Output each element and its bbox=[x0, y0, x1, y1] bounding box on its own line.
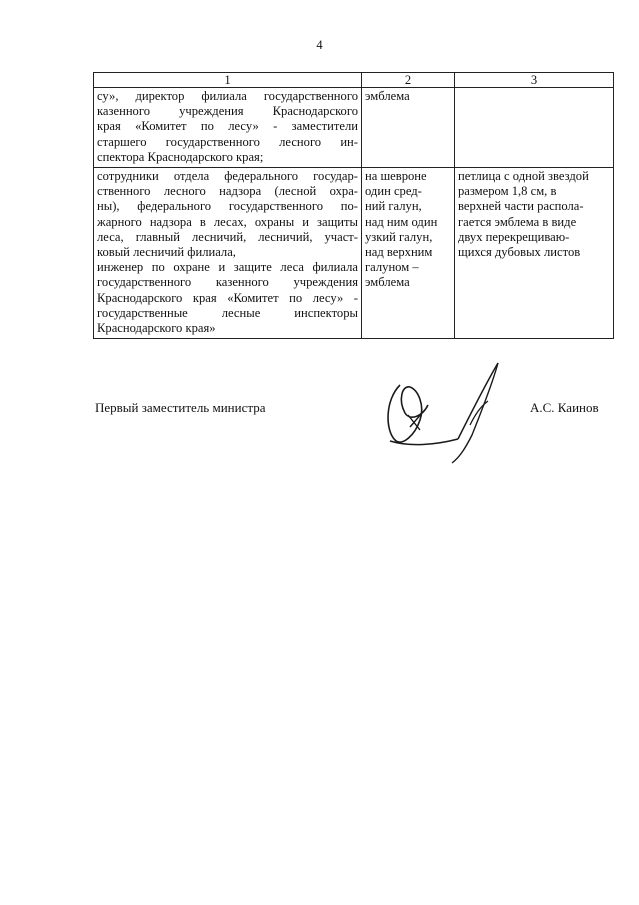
text-line: петлица с одной звездой bbox=[458, 169, 589, 184]
text-line: эмблема bbox=[365, 89, 410, 103]
column-header-1: 1 bbox=[94, 73, 362, 88]
text-line: леса, главный лесничий, лесничий, участ- bbox=[97, 229, 358, 244]
page-number: 4 bbox=[316, 38, 323, 52]
text-line: спектора Краснодарского края; bbox=[97, 149, 264, 164]
text-line: размером 1,8 см, в bbox=[458, 184, 557, 199]
row-2-col-2 bbox=[362, 168, 455, 339]
text-line: казенного учреждения Краснодарского bbox=[97, 104, 358, 119]
text-line: старшего государственного лесного ин- bbox=[97, 134, 358, 149]
row-1-col-1 bbox=[94, 88, 362, 168]
text-line: один сред- bbox=[365, 184, 422, 199]
text-line: Краснодарского края «Комитет по лесу» - bbox=[97, 290, 358, 305]
text-line: на шевроне bbox=[365, 169, 427, 184]
text-line: ны), федерального государственного по- bbox=[97, 199, 358, 214]
handwritten-signature bbox=[380, 355, 520, 465]
signer-position-title: Первый заместитель министра bbox=[95, 400, 266, 415]
table-row bbox=[94, 168, 614, 339]
uniform-insignia-table bbox=[93, 72, 614, 339]
text-line: су», директор филиала государственного bbox=[97, 89, 358, 103]
text-line: Краснодарского края» bbox=[97, 321, 216, 336]
row-1-col-2 bbox=[362, 88, 455, 168]
text-line: ковый лесничий филиала, bbox=[97, 245, 236, 260]
text-line: гается эмблема в виде bbox=[458, 214, 577, 229]
text-line: инженер по охране и защите леса филиала bbox=[97, 260, 358, 275]
text-line: верхней части распола- bbox=[458, 199, 584, 214]
text-line: над верхним bbox=[365, 245, 433, 260]
signer-name: А.С. Каинов bbox=[530, 400, 599, 415]
text-line: щихся дубовых листов bbox=[458, 245, 581, 260]
text-line: сотрудники отдела федерального государ- bbox=[97, 169, 358, 184]
text-line: государственного казенного учреждения bbox=[97, 275, 358, 290]
row-2-col-1 bbox=[94, 168, 362, 339]
text-line: жарного надзора в лесах, охраны и защиты bbox=[97, 214, 358, 229]
column-header-3: 3 bbox=[455, 73, 614, 88]
text-line: узкий галун, bbox=[365, 229, 433, 244]
row-1-col-3 bbox=[455, 88, 614, 168]
table-row bbox=[94, 88, 614, 168]
text-line: ственного лесного надзора (лесной охра- bbox=[97, 184, 358, 199]
text-line: государственные лесные инспекторы bbox=[97, 305, 358, 320]
text-line: над ним один bbox=[365, 214, 438, 229]
text-line: двух перекрещиваю- bbox=[458, 229, 570, 244]
text-line: края «Комитет по лесу» - заместители bbox=[97, 119, 358, 134]
text-line: ний галун, bbox=[365, 199, 422, 214]
column-header-2: 2 bbox=[362, 73, 455, 88]
text-line: эмблема bbox=[365, 275, 410, 290]
text-line: галуном – bbox=[365, 260, 419, 275]
table-header-row bbox=[94, 73, 614, 88]
row-2-col-3 bbox=[455, 168, 614, 339]
